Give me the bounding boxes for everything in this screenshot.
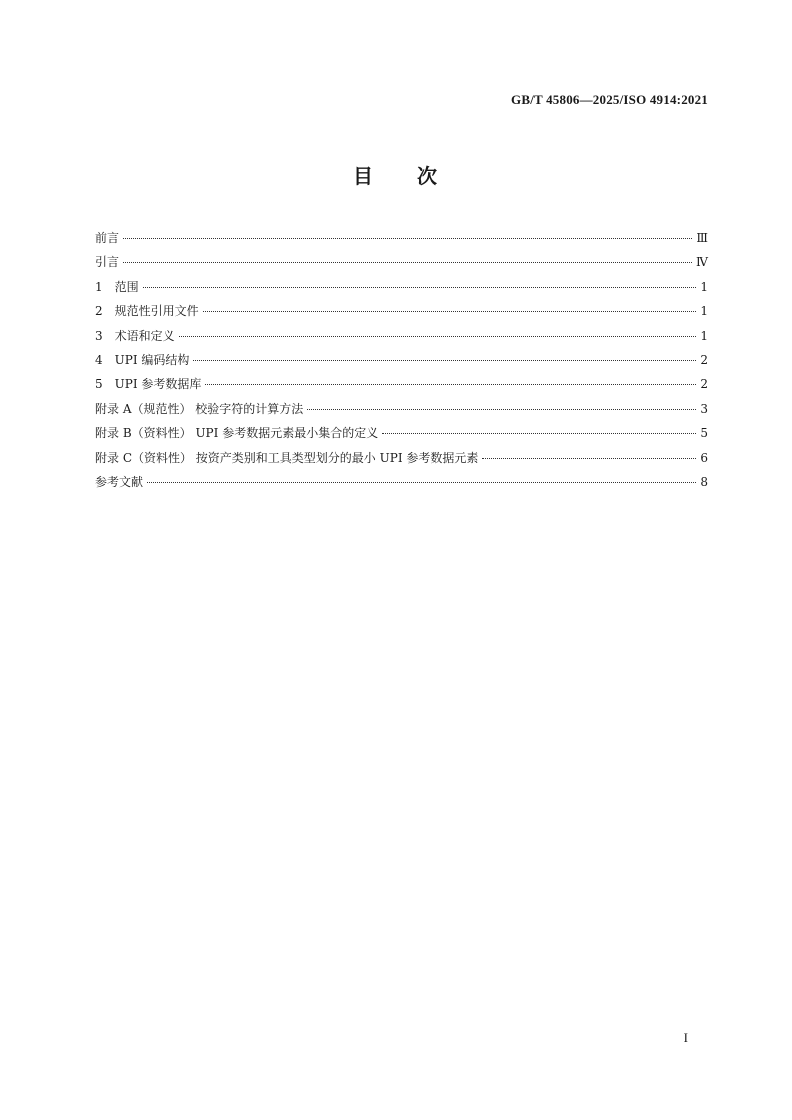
toc-leader-dots [179,335,696,337]
toc-entry[interactable] [95,299,708,323]
toc-entry[interactable] [95,348,708,372]
toc-entry-label: 范围 [114,279,139,294]
table-of-contents [95,226,708,494]
toc-entry[interactable] [95,470,708,494]
toc-entry-label: 术语和定义 [114,328,175,343]
toc-entry[interactable] [95,421,708,445]
toc-entry-label: 附录 A（规范性） 校验字符的计算方法 [95,401,304,416]
toc-entry-label: UPI 编码结构 [114,352,190,367]
toc-entry[interactable] [95,397,708,421]
toc-leader-dots [123,261,692,263]
toc-entry-number: 2 [95,304,103,319]
toc-entry-label: 前言 [95,231,120,245]
toc-entry-page: Ⅳ [696,255,708,270]
toc-entry-page: 2 [700,377,708,392]
toc-entry[interactable] [95,446,708,470]
toc-entry-page: 1 [700,328,708,343]
toc-entry-label: 附录 B（资料性） UPI 参考数据元素最小集合的定义 [95,426,379,441]
toc-leader-dots [205,383,696,385]
standard-code: GB/T 45806—2025/ISO 4914:2021 [511,92,708,107]
toc-leader-dots [143,286,696,288]
title-char-2: 次 [417,164,439,188]
toc-leader-dots [382,432,696,434]
toc-entry-label: 参考文献 [95,474,144,489]
toc-entry-page: 8 [700,474,708,489]
toc-entry-label: 规范性引用文件 [114,304,199,319]
toc-entry-page: 1 [700,279,708,294]
toc-entry-label: 附录 C（资料性） 按资产类别和工具类型划分的最小 UPI 参考数据元素 [95,450,479,465]
title-char-1: 目 [353,164,375,188]
toc-entry-page: Ⅲ [696,231,708,245]
toc-entry-number: 5 [95,377,103,392]
toc-leader-dots [307,408,696,410]
toc-entry-number: 1 [95,279,103,294]
toc-entry-label: 引言 [95,255,120,270]
toc-leader-dots [193,359,696,361]
toc-entry[interactable] [95,250,708,274]
toc-entry-page: 1 [700,304,708,319]
toc-entry[interactable] [95,226,708,250]
toc-entry-number: 4 [95,352,103,367]
toc-entry-page: 6 [700,450,708,465]
toc-leader-dots [203,310,696,312]
toc-leader-dots [482,457,696,459]
toc-entry-page: 2 [700,352,708,367]
toc-entry-page: 5 [700,426,708,441]
page-title [0,160,792,189]
toc-entry-number: 3 [95,328,103,343]
toc-entry[interactable] [95,275,708,299]
page-number: I [683,1030,688,1045]
toc-entry-label: UPI 参考数据库 [114,377,202,392]
toc-entry[interactable] [95,324,708,348]
toc-entry[interactable] [95,372,708,396]
toc-entry-page: 3 [700,401,708,416]
toc-leader-dots [123,237,692,239]
toc-leader-dots [147,481,696,483]
